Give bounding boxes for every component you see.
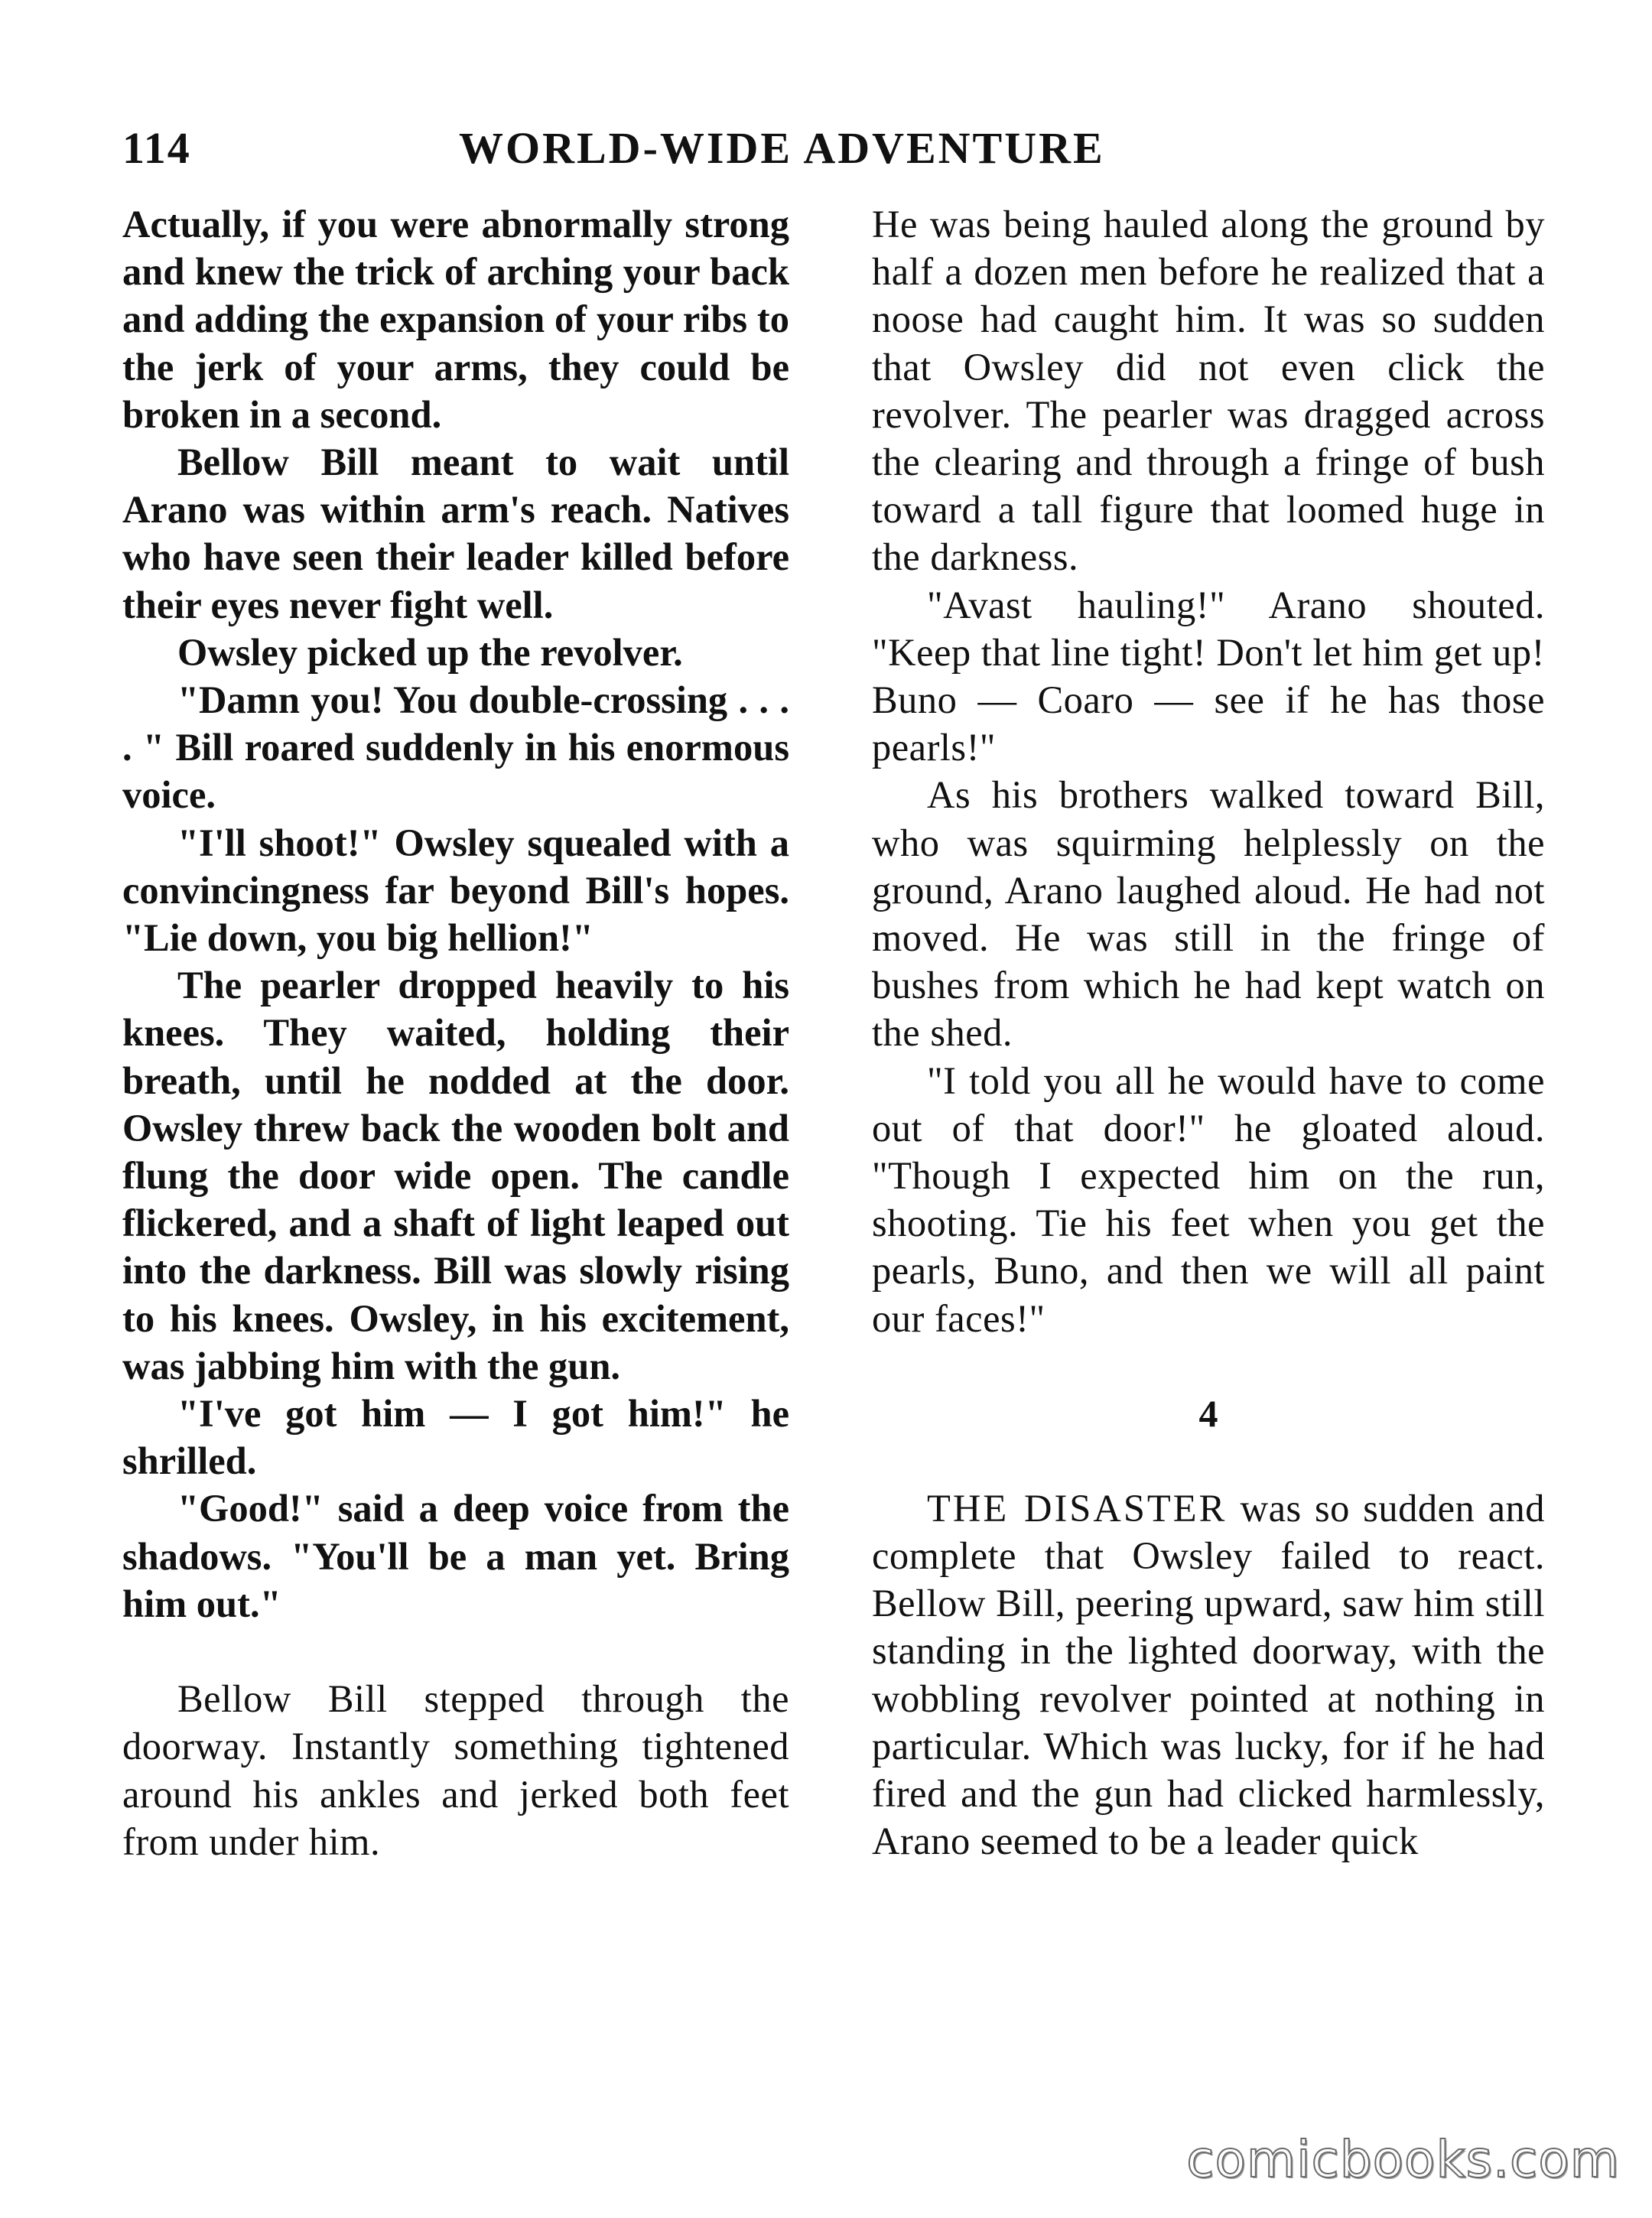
chapter-opening-block	[872, 1485, 1545, 1865]
chapter-number: 4	[1198, 1391, 1218, 1435]
chapter-paragraph-text: was so sudden and complete that Owsley failed to react. Bellow Bill, peering upward, saw him still standing in the lighted doorway, with the wobbling revolver pointed at nothing in particular. Which was lucky, for if he had fired and the gun had clicked harmlessly, Arano seemed to be a leader quick	[872, 1486, 1545, 1863]
right-light-block	[872, 200, 1545, 1342]
page-number: 114	[122, 123, 191, 173]
left-column	[122, 200, 789, 1865]
left-bold-block	[122, 200, 789, 1628]
paragraph: Bellow Bill stepped through the doorway. Instantly something tightened around his ankles and jerked both feet from under him.	[122, 1677, 789, 1863]
paragraph: "I've got him — I got him!" he shrilled.	[122, 1392, 789, 1483]
page-header	[122, 122, 1163, 184]
left-light-block	[122, 1675, 789, 1865]
watermark-logo: comicbooks.com	[1186, 2130, 1620, 2189]
paragraph: The pearler dropped heavily to his knees. They waited, holding their breath, until he nodded at the door. Owsley threw back the wooden bolt and flung the door wide open. The candle flickered, and a shaft of light leaped out into the darkness. Bill was slowly rising to his knees. Owsley, in his excitement, was jabbing him with the gun.	[122, 964, 789, 1387]
running-head: WORLD-WIDE ADVENTURE	[459, 123, 1105, 173]
right-column	[872, 200, 1545, 1865]
section-break	[122, 1628, 789, 1675]
chapter-lead-in: THE DISASTER	[927, 1486, 1228, 1530]
paragraph: "Good!" said a deep voice from the shadows. "You'll be a man yet. Bring him out."	[122, 1487, 789, 1625]
paragraph: Actually, if you were abnormally strong and knew the trick of arching your back and adding the expansion of your ribs to the jerk of your arms, they could be broken in a second.	[122, 203, 789, 436]
paragraph: As his brothers walked toward Bill, who was squirming helplessly on the ground, Arano laughed aloud. He had not moved. He was still in the fringe of bushes from which he had kept watch on the shed.	[872, 773, 1545, 1055]
paragraph: "Damn you! You double-crossing . . . . " Bill roared suddenly in his enormous voice.	[122, 678, 789, 817]
paragraph: "I told you all he would have to come out of that door!" he gloated aloud. "Though I expected him on the run, shooting. Tie his feet when you get the pearls, Buno, and then we will all paint our faces!"	[872, 1059, 1545, 1340]
paragraph: Bellow Bill meant to wait until Arano was within arm's reach. Natives who have seen their leader killed before their eyes never fight well.	[122, 441, 789, 626]
chapter-opening-paragraph	[872, 1485, 1545, 1865]
paragraph: "I'll shoot!" Owsley squealed with a convincingness far beyond Bill's hopes. "Lie down, you big hellion!"	[122, 821, 789, 960]
paragraph: Owsley picked up the revolver.	[177, 630, 683, 674]
paragraph: He was being hauled along the ground by half a dozen men before he realized that a noose had caught him. It was so sudden that Owsley did not even click the revolver. The pearler was dragged across the clearing and through a fringe of bush toward a tall figure that loomed huge in the darkness.	[872, 203, 1545, 579]
paragraph: "Avast hauling!" Arano shouted. "Keep that line tight! Don't let him get up! Buno — Coaro — see if he has those pearls!"	[872, 583, 1545, 769]
